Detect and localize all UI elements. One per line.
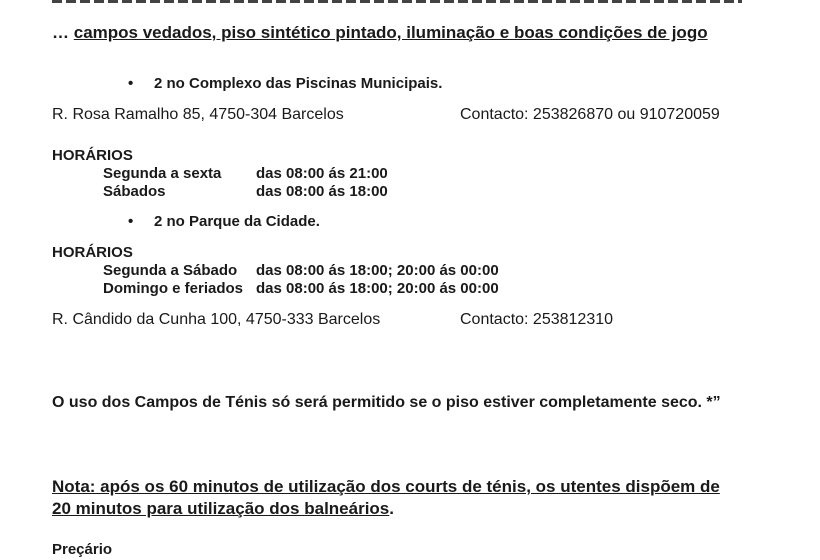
note-line2: 20 minutos para utilização dos balneários: [52, 499, 390, 518]
location2-schedule-row: [103, 280, 499, 298]
location1-schedule-title: HORÁRIOS: [52, 147, 133, 164]
location2-address: R. Cândido da Cunha 100, 4750-333 Barcelos: [52, 311, 381, 328]
location1-contact: Contacto: 253826870 ou 910720059: [460, 106, 720, 123]
location1-schedule-row: [103, 183, 388, 201]
location2-title: 2 no Parque da Cidade.: [154, 213, 320, 230]
note-paragraph: [52, 476, 797, 520]
location2-contact: Contacto: 253812310: [460, 311, 614, 328]
cropped-text-fragment: [52, 0, 742, 3]
pricing-heading: Preçário: [52, 541, 113, 558]
location1-address: R. Rosa Ramalho 85, 4750-304 Barcelos: [52, 106, 344, 123]
location1-title: 2 no Complexo das Piscinas Municipais.: [154, 75, 443, 92]
schedule-hours: das 08:00 ás 21:00: [256, 165, 388, 182]
bullet-icon: •: [128, 213, 134, 230]
location2-bullet-item: [128, 213, 320, 231]
tennis-rule: O uso dos Campos de Ténis só será permitido se o piso estiver completamente seco. *”: [52, 394, 721, 411]
lead-text: campos vedados, piso sintético pintado, iluminação e boas condições de jogo: [73, 23, 708, 42]
bullet-icon: •: [128, 75, 134, 92]
lead-ellipsis: …: [52, 23, 69, 42]
schedule-hours: das 08:00 ás 18:00; 20:00 ás 00:00: [256, 280, 499, 297]
schedule-hours: das 08:00 ás 18:00: [256, 183, 388, 200]
location1-bullet-item: [128, 75, 442, 93]
note-line1: Nota: após os 60 minutos de utilização dos courts de ténis, os utentes dispõem de: [52, 477, 720, 496]
location1-schedule-row: [103, 165, 388, 183]
note-line2-end: .: [389, 499, 394, 518]
location2-schedule-title: HORÁRIOS: [52, 244, 133, 261]
schedule-day: Domingo e feriados: [103, 280, 244, 297]
schedule-day: Sábados: [103, 183, 166, 200]
location2-schedule-row: [103, 262, 499, 280]
lead-line: [52, 24, 708, 42]
schedule-hours: das 08:00 ás 18:00; 20:00 ás 00:00: [256, 262, 499, 279]
cropped-top-text: [52, 0, 742, 4]
schedule-day: Segunda a sexta: [103, 165, 222, 182]
schedule-day: Segunda a Sábado: [103, 262, 238, 279]
